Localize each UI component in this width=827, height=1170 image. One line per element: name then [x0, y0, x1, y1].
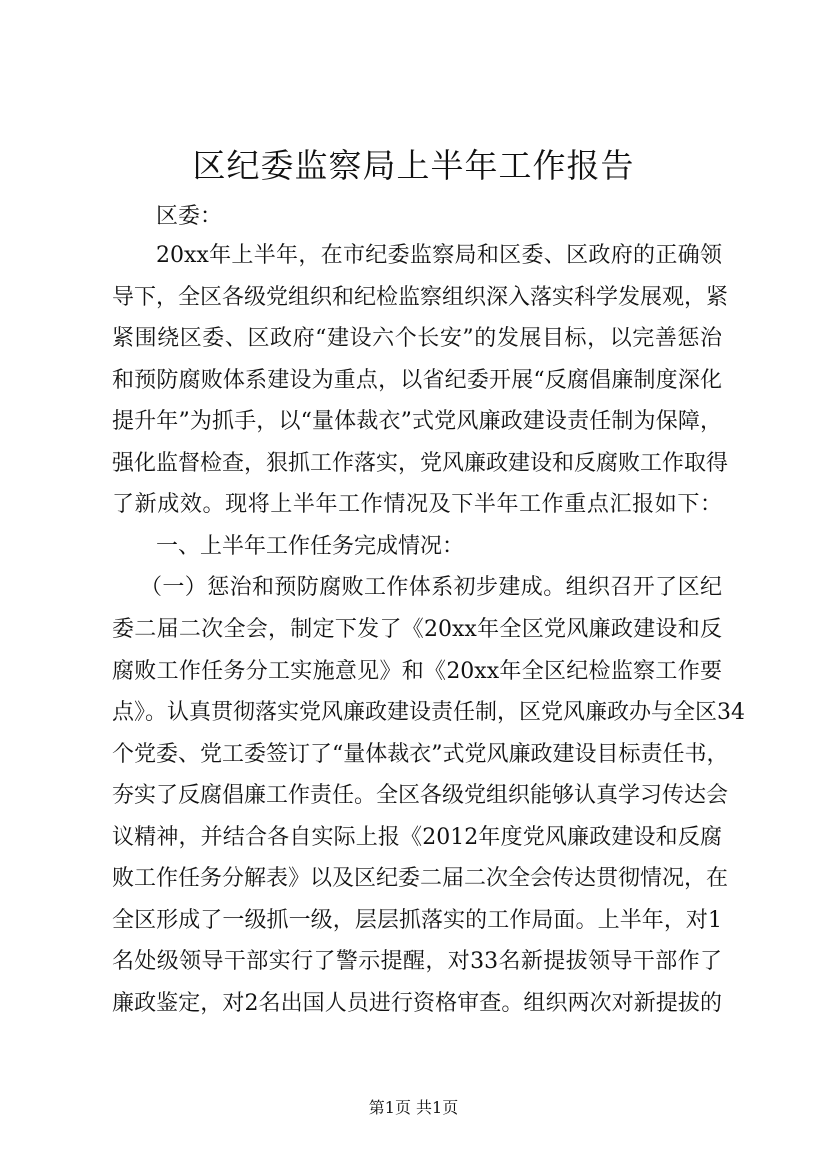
body-line: 全区形成了一级抓一级，层层抓落实的工作局面。上半年，对1 [112, 908, 722, 933]
page-number-footer: 第1页 共1页 [368, 1098, 459, 1117]
body-line: 个党委、党工委签订了“量体裁衣”式党风廉政建设目标责任书， [112, 742, 729, 767]
salutation: 区委： [156, 204, 223, 229]
body-line: 紧围绕区委、区政府“建设六个长安”的发展目标，以完善惩治 [112, 326, 722, 351]
body-line: 点》。认真贯彻落实党风廉政建设责任制，区党风廉政办与全区34 [112, 700, 745, 725]
body-line: 导下，全区各级党组织和纪检监察组织深入落实科学发展观，紧 [112, 285, 729, 310]
body-line: 败工作任务分解表》以及区纪委二届二次全会传达贯彻情况，在 [112, 866, 729, 891]
body-line: 议精神，并结合各自实际上报《2012年度党风廉政建设和反腐 [112, 825, 722, 850]
body-line: 廉政鉴定，对2名出国人员进行资格审查。组织两次对新提拔的 [112, 991, 722, 1016]
body-line: 了新成效。现将上半年工作情况及下半年工作重点汇报如下： [112, 492, 722, 517]
body-line: 提升年”为抓手，以“量体裁衣”式党风廉政建设责任制为保障， [112, 409, 722, 434]
body-line: 20xx年上半年，在市纪委监察局和区委、区政府的正确领 [156, 243, 722, 268]
body-line: 夯实了反腐倡廉工作责任。全区各级党组织能够认真学习传达会 [112, 783, 729, 808]
body-line: 腐败工作任务分工实施意见》和《20xx年全区纪检监察工作要 [112, 659, 722, 684]
body-line: （一）惩治和预防腐败工作体系初步建成。组织召开了区纪 [140, 575, 722, 600]
body-line: 委二届二次全会，制定下发了《20xx年全区党风廉政建设和反 [112, 617, 722, 642]
document-title: 区纪委监察局上半年工作报告 [192, 146, 635, 185]
body-line: 名处级领导干部实行了警示提醒，对33名新提拔领导干部作了 [112, 949, 722, 974]
section-heading: 一、上半年工作任务完成情况： [156, 534, 465, 559]
body-line: 和预防腐败体系建设为重点，以省纪委开展“反腐倡廉制度深化 [112, 368, 722, 393]
body-line: 强化监督检查，狠抓工作落实，党风廉政建设和反腐败工作取得 [112, 451, 729, 476]
